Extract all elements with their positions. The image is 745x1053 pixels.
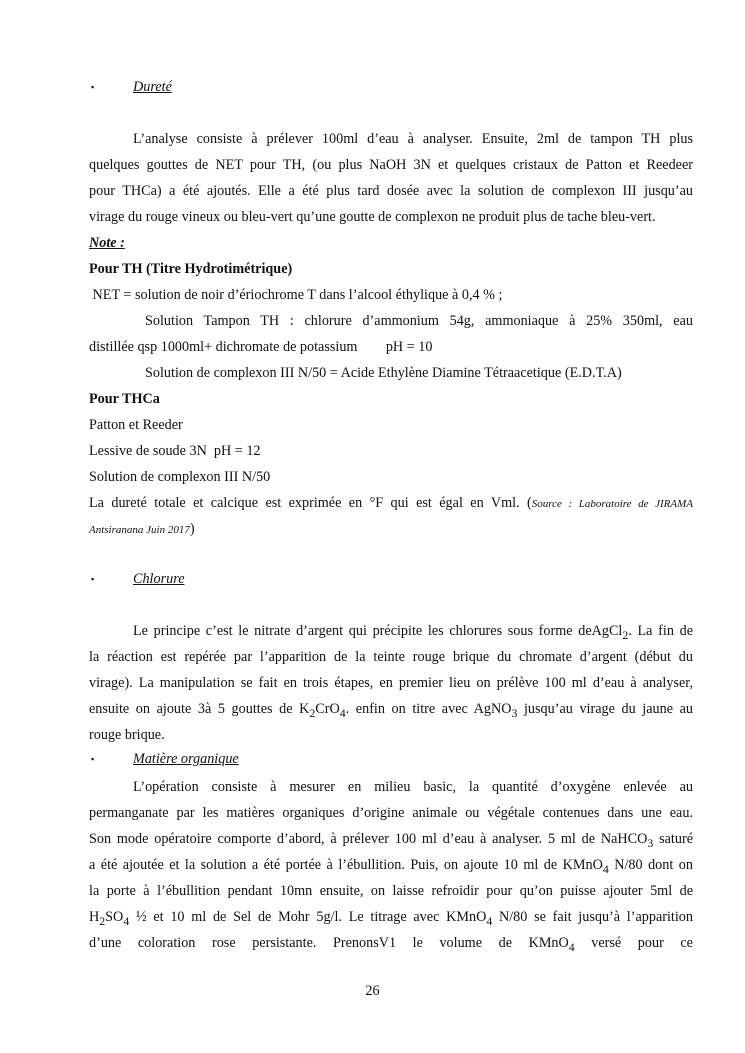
thca-line: Lessive de soude 3N pH = 12	[89, 443, 261, 459]
paragraph-line: $H_2SO_4$ ½ et 10 ml de Sel de Mohr 5g/l. Le titrage avec KMnO$_4$ N/80 se fait jusqu’à l’apparition	[89, 909, 693, 928]
bullet-icon: ▪	[91, 82, 95, 92]
paragraph-line: d’une coloration rose persistante. PrenonsV1 le volume de KMnO$_4$ versé pour ce	[89, 935, 693, 954]
paragraph-line: la réaction est repérée par l’apparition de la teinte rouge brique du chromate d’argent (début du	[89, 649, 693, 665]
paragraph-line: quelques gouttes de NET pour TH, (ou plus NaOH 3N et quelques cristaux de Patton et Reedeer	[89, 157, 693, 173]
subheading-pour-th: Pour TH (Titre Hydrotimétrique)	[89, 261, 293, 277]
paragraph-line: virage). La manipulation se fait en trois étapes, en premier lieu on prélève 100 ml d’eau à analyser,	[89, 675, 693, 691]
section-heading-durete: Dureté	[133, 79, 172, 95]
paragraph-line: Le principe c’est le nitrate d’argent qui précipite les chlorures sous forme deAgCl$_2$. La fin de	[133, 623, 693, 642]
paragraph-line: la porte à l’ébullition pendant 10mn ensuite, on laisse refroidir pour qu’on puisse ajouter 5ml de	[89, 883, 693, 899]
paragraph-line: a été ajoutée et la solution a été portée à l’ébullition. Puis, on ajoute 10 ml de KMnO$_4$ N/80 dont on	[89, 857, 693, 876]
page-number: 26	[365, 983, 380, 999]
thca-line: Solution de complexon III N/50	[89, 469, 271, 485]
paragraph-line: virage du rouge vineux ou bleu-vert qu’une goutte de complexon ne produit plus de tache bleu-vert.	[89, 209, 656, 225]
complexon-line: Solution de complexon III N/50 = Acide Ethylène Diamine Tétraacetique (E.D.T.A)	[145, 365, 622, 381]
thca-line: Patton et Reeder	[89, 417, 183, 433]
paragraph-line: L’opération consiste à mesurer en milieu basic, la quantité d’oxygène enlevée au	[133, 779, 693, 795]
paragraph-line: Son mode opératoire comporte d’abord, à prélever 100 ml d’eau à analyser. 5 ml de NaHCO$_3$ saturé	[89, 831, 693, 850]
source-citation: Source : Laboratoire de JIRAMA	[531, 498, 693, 510]
net-line: NET = solution de noir d’ériochrome T dans l’alcool éthylique à 0,4 % ;	[89, 287, 503, 303]
subheading-pour-thca: Pour THCa	[89, 391, 160, 407]
paragraph-line: pour THCa) a été ajoutés. Elle a été plus tard dosée avec la solution de complexon III jusqu’au	[89, 183, 693, 199]
paragraph-line: rouge brique.	[89, 727, 165, 743]
tampon-line-2: distillée qsp 1000ml+ dichromate de potassium pH = 10	[89, 339, 433, 355]
bullet-icon: ▪	[91, 574, 95, 584]
durete-expression-line: La dureté totale et calcique est exprimée en °F qui est égal en Vml. (Source : Laboratoire de JIRAMA	[89, 495, 693, 511]
note-label: Note :	[89, 235, 125, 251]
section-heading-matiere-organique: Matière organique	[133, 751, 239, 767]
bullet-icon: ▪	[91, 754, 95, 764]
paragraph-line: L’analyse consiste à prélever 100ml d’eau à analyser. Ensuite, 2ml de tampon TH plus	[133, 131, 693, 147]
tampon-line: Solution Tampon TH : chlorure d’ammonium 54g, ammoniaque à 25% 350ml, eau	[145, 313, 693, 329]
paragraph-line: ensuite on ajoute 3à 5 gouttes de $K_2CrO_4$. enfin on titre avec AgNO$_3$ jusqu’au virage du jaune au	[89, 701, 694, 720]
paragraph-line: permanganate par les matières organiques d’origine animale ou végétale contenues dans une eau.	[89, 805, 693, 821]
source-citation-line: Antsiranana Juin 2017)	[89, 521, 195, 537]
section-heading-chlorure: Chlorure	[133, 571, 185, 587]
